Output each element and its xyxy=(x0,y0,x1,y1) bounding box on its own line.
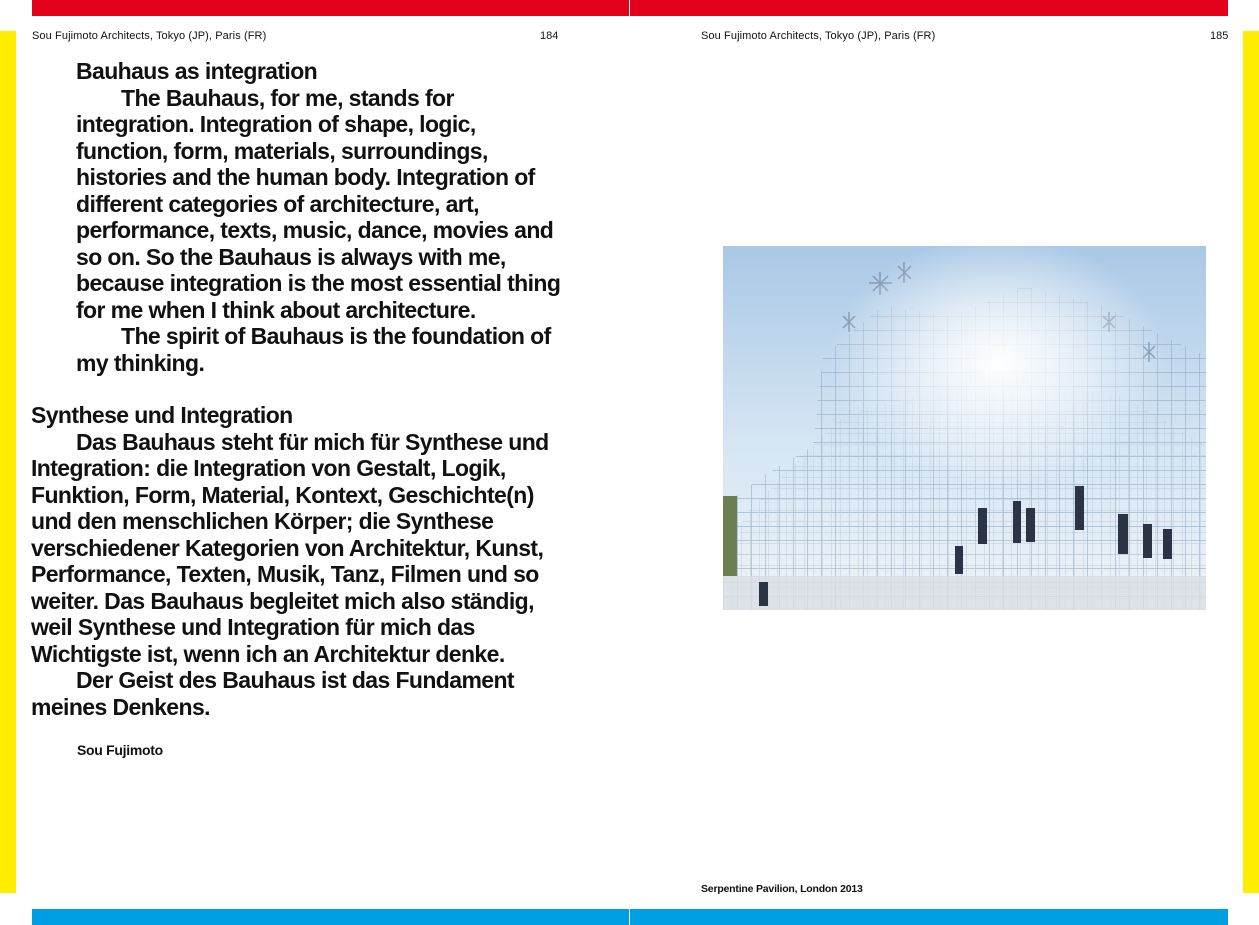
running-header-left: Sou Fujimoto Architects, Tokyo (JP), Paris (FR) xyxy=(32,30,267,42)
german-heading: Synthese und Integration xyxy=(31,402,293,428)
english-text-block xyxy=(76,58,566,376)
side-color-bar-right xyxy=(1243,31,1259,893)
pavilion-photo xyxy=(723,246,1206,610)
english-paragraph-2: The spirit of Bauhaus is the foundation of my thinking. xyxy=(76,323,551,376)
german-text-block xyxy=(31,402,571,720)
top-color-bar-left xyxy=(32,0,629,16)
photo-caption: Serpentine Pavilion, London 2013 xyxy=(701,883,863,895)
german-body xyxy=(31,429,571,721)
top-color-bar-right xyxy=(630,0,1228,16)
bottom-color-bar-left xyxy=(32,909,629,925)
side-color-bar-left xyxy=(0,31,16,893)
english-body xyxy=(76,85,566,377)
pavilion-photo-illustration xyxy=(723,246,1206,610)
page-number-left: 184 xyxy=(540,30,559,42)
author-name: Sou Fujimoto xyxy=(77,742,163,758)
running-header-right: Sou Fujimoto Architects, Tokyo (JP), Paris (FR) xyxy=(701,30,936,42)
german-paragraph-1: Das Bauhaus steht für mich für Synthese und Integration: die Integration von Gestalt, Logik, Funktion, Form, Material, Kontext, Geschichte(n) und den menschlichen Körper; die Synthese verschiedener Kategorien von Architektur, Kunst, Performance, Texten, Musik, Tanz, Filmen und so weiter. Das Bauhaus begleitet mich also ständig, weil Synthese und Integration für mich das Wichtigste ist, wenn ich an Architektur denke. xyxy=(31,428,549,667)
english-paragraph-1: The Bauhaus, for me, stands for integration. Integration of shape, logic, function, form, materials, surroundings, histories and the human body. Integration of different categories of architecture, art, performance, texts, music, dance, movies and so on. So the Bauhaus is always with me, because integration is the most essential thing for me when I think about architecture. xyxy=(76,84,561,323)
german-paragraph-2: Der Geist des Bauhaus ist das Fundament meines Denkens. xyxy=(31,667,514,720)
english-heading: Bauhaus as integration xyxy=(76,58,318,84)
page-number-right: 185 xyxy=(1210,30,1229,42)
bottom-color-bar-right xyxy=(630,909,1228,925)
